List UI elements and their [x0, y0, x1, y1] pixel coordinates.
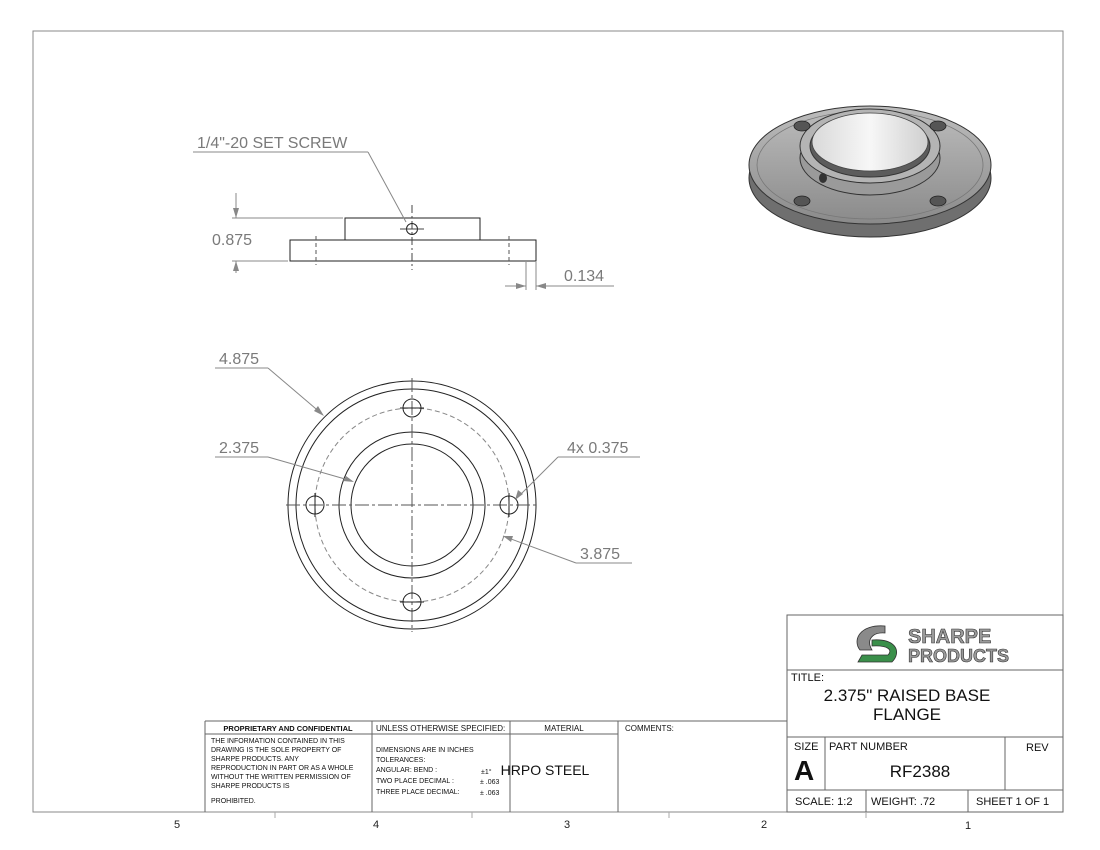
title-label: TITLE:	[791, 672, 825, 684]
proprietary-line: DRAWING IS THE SOLE PROPERTY OF	[211, 747, 342, 754]
material-header: MATERIAL	[544, 724, 584, 733]
proprietary-line: THE INFORMATION CONTAINED IN THIS	[211, 738, 345, 745]
proprietary-line: PROHIBITED.	[211, 798, 256, 805]
logo-text-line2: PRODUCTS	[908, 646, 1010, 666]
part-number-label: PART NUMBER	[829, 741, 908, 753]
holes-value: 4x 0.375	[567, 440, 629, 457]
dims-inches-note: DIMENSIONS ARE IN INCHES	[376, 747, 474, 754]
set-screw-callout	[193, 152, 406, 222]
proprietary-line: SHARPE PRODUCTS IS	[211, 783, 290, 790]
holes-arrow	[515, 490, 523, 500]
comments-header: COMMENTS:	[625, 724, 674, 733]
material-value: HRPO STEEL	[500, 762, 590, 778]
scale-value: SCALE: 1:2	[795, 796, 853, 808]
height-arrow-bottom	[233, 261, 239, 271]
zone-marker: 3	[563, 819, 571, 831]
angular-label: ANGULAR: BEND :	[376, 767, 438, 774]
zone-marker: 1	[964, 820, 972, 832]
isometric-view	[749, 106, 991, 237]
size-label: SIZE	[794, 741, 819, 753]
bolt-circle-arrow	[503, 536, 513, 542]
proprietary-line: WITHOUT THE WRITTEN PERMISSION OF	[211, 774, 351, 781]
height-dim-value: 0.875	[212, 232, 253, 249]
thickness-arrow-left	[516, 283, 526, 289]
zone-marker: 2	[760, 819, 768, 831]
two-place-label: TWO PLACE DECIMAL :	[376, 778, 454, 785]
outer-dia-arrow	[314, 406, 324, 416]
two-place-value: ± .063	[480, 779, 500, 786]
side-base-plate	[290, 240, 536, 261]
size-value: A	[794, 755, 815, 786]
zone-marker: 4	[372, 819, 380, 831]
angular-value: ±1°	[481, 769, 492, 776]
inner-dia-value: 2.375	[219, 440, 260, 457]
outer-dia-value: 4.875	[219, 351, 260, 368]
tolerances-label: TOLERANCES:	[376, 757, 426, 764]
part-number-value: RF2388	[889, 762, 951, 781]
rev-label: REV	[1026, 742, 1049, 754]
thickness-dim-value: 0.134	[564, 268, 605, 285]
drawing-title-line1: 2.375" RAISED BASE	[823, 686, 991, 705]
set-screw-label: 1/4"-20 SET SCREW	[197, 135, 348, 152]
proprietary-line: SHARPE PRODUCTS. ANY	[211, 756, 299, 763]
logo-text-line1: SHARPE	[908, 626, 992, 648]
unless-header: UNLESS OTHERWISE SPECIFIED:	[376, 724, 506, 733]
proprietary-line: REPRODUCTION IN PART OR AS A WHOLE	[211, 765, 354, 772]
weight-value: WEIGHT: .72	[871, 796, 936, 808]
top-view	[286, 378, 538, 632]
proprietary-text	[211, 738, 354, 805]
height-arrow-top	[233, 208, 239, 218]
three-place-label: THREE PLACE DECIMAL:	[376, 789, 460, 796]
zone-ticks	[275, 812, 866, 818]
side-view	[290, 205, 536, 270]
zone-marker: 5	[173, 819, 181, 831]
three-place-value: ± .063	[480, 790, 500, 797]
top-dimension-leaders	[215, 368, 640, 563]
sharpe-products-logo	[857, 626, 1009, 666]
drawing-title-line2: FLANGE	[872, 705, 942, 724]
sheet-value: SHEET 1 OF 1	[976, 796, 1050, 808]
proprietary-header: PROPRIETARY AND CONFIDENTIAL	[223, 724, 353, 733]
thickness-arrow-right	[536, 283, 546, 289]
bolt-circle-value: 3.875	[580, 546, 621, 563]
